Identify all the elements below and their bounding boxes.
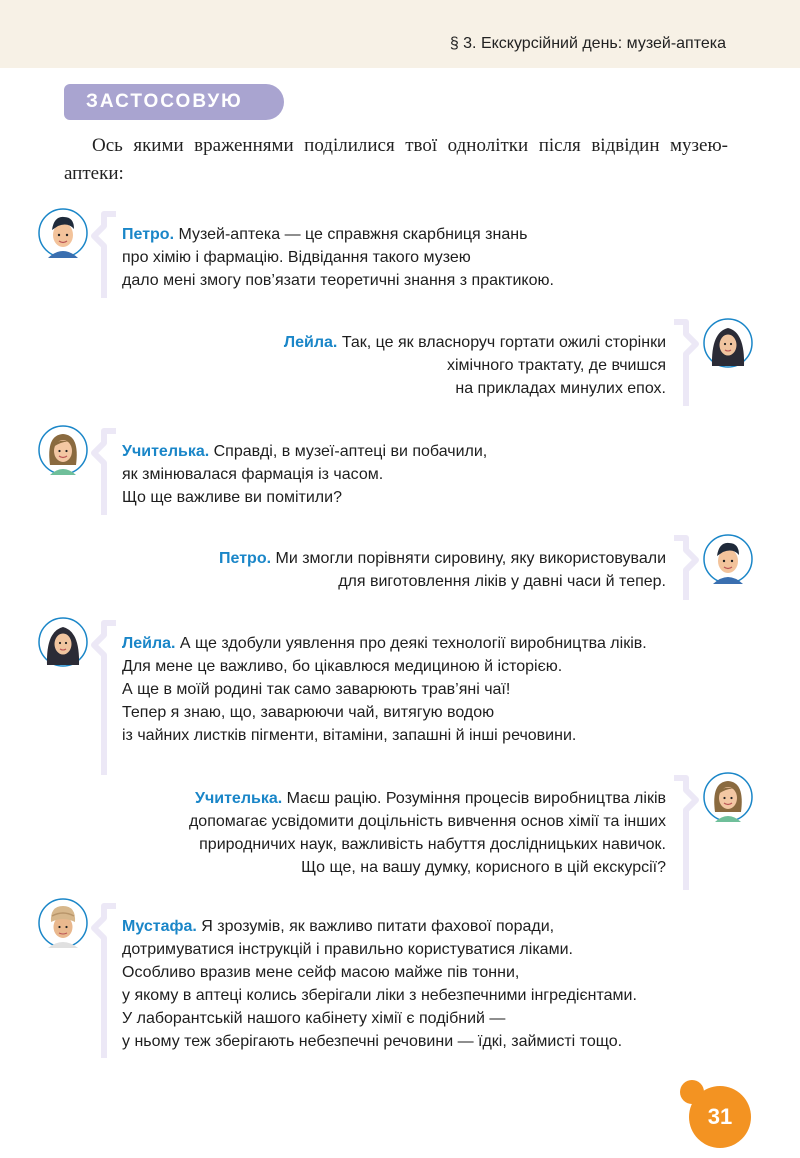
dialog-text: Що ще важливе ви помітили? bbox=[122, 489, 342, 506]
speech-bracket bbox=[670, 534, 700, 604]
dialog-text: як змінювалася фармація із часом. bbox=[122, 466, 384, 483]
speaker-name: Петро. bbox=[122, 226, 175, 243]
dialog-line bbox=[122, 486, 487, 509]
dialog-text: дотримуватися інструкцій і правильно користуватися ліками. bbox=[122, 941, 573, 958]
speech-bracket bbox=[670, 318, 700, 410]
dialog-text: хімічного трактату, де вчишся bbox=[446, 357, 666, 374]
dialog-line bbox=[284, 354, 666, 377]
speaker-name: Лейла. bbox=[122, 635, 176, 652]
dialog-text: Так, це як власноруч гортати ожилі сторінки bbox=[341, 334, 666, 351]
dialog-text: А ще в моїй родині так само заварюють трав’яні чаї! bbox=[122, 681, 511, 698]
girl-hijab-avatar bbox=[703, 318, 753, 368]
section-label: ЗАСТОСОВУЮ bbox=[86, 91, 243, 112]
boy-turban-avatar bbox=[38, 898, 88, 948]
speaker-name: Учителька. bbox=[122, 443, 210, 460]
dialog-line bbox=[122, 1030, 637, 1053]
dialog-text: Що ще, на вашу думку, корисного в цій екскурсії? bbox=[301, 859, 666, 876]
dialog-text: про хімію і фармацію. Відвідання такого музею bbox=[122, 249, 471, 266]
dialog-line bbox=[122, 1007, 637, 1030]
dialog-text: природничих наук, важливість набуття дослідницьких навичок. bbox=[199, 836, 666, 853]
dialog-teacher-1 bbox=[122, 440, 487, 509]
dialog-line bbox=[284, 331, 666, 354]
page-header-title: § 3. Екскурсійний день: музей-аптека bbox=[449, 35, 726, 52]
dialog-line bbox=[122, 223, 554, 246]
dialog-line bbox=[122, 724, 647, 747]
speech-bracket bbox=[90, 210, 120, 302]
dialog-line bbox=[189, 856, 666, 879]
boy-avatar bbox=[703, 534, 753, 584]
dialog-text: у ньому теж зберігають небезпечні речовини — їдкі, займисті тощо. bbox=[122, 1033, 623, 1050]
dialog-text: дало мені змогу пов’язати теоретичні знання з практикою. bbox=[122, 272, 554, 289]
dialog-text: на прикладах минулих епох. bbox=[455, 380, 666, 397]
dialog-line bbox=[122, 915, 637, 938]
dialog-line bbox=[284, 377, 666, 400]
dialog-text: із чайних листків пігменти, вітаміни, запашні й інші речовини. bbox=[122, 727, 577, 744]
dialog-text: Особливо вразив мене сейф масою майже пів тонни, bbox=[122, 964, 520, 981]
dialog-line bbox=[122, 440, 487, 463]
dialog-leila-1 bbox=[284, 331, 666, 400]
dialog-text: Я зрозумів, як важливо питати фахової поради, bbox=[201, 918, 555, 935]
dialog-line bbox=[189, 810, 666, 833]
dialog-line bbox=[189, 833, 666, 856]
dialog-line bbox=[189, 787, 666, 810]
dialog-text: у якому в аптеці колись зберігали ліки з небезпечними інгредієнтами. bbox=[122, 987, 637, 1004]
teacher-avatar bbox=[703, 772, 753, 822]
speech-bracket bbox=[90, 902, 120, 1062]
dialog-petro-2 bbox=[219, 547, 666, 593]
dialog-line bbox=[122, 984, 637, 1007]
dialog-line bbox=[122, 632, 647, 655]
girl-hijab-avatar bbox=[38, 617, 88, 667]
header-band bbox=[0, 0, 800, 68]
dialog-text: для виготовлення ліків у давні часи й тепер. bbox=[338, 573, 666, 590]
dialog-text: Справді, в музеї-аптеці ви побачили, bbox=[213, 443, 488, 460]
dialog-text: допомагає усвідомити доцільність вивчення основ хімії та інших bbox=[188, 813, 666, 830]
dialog-text: А ще здобули уявлення про деякі технології виробництва ліків. bbox=[179, 635, 647, 652]
dialog-line bbox=[219, 570, 666, 593]
dialog-line bbox=[219, 547, 666, 570]
speech-bracket bbox=[670, 774, 700, 894]
teacher-avatar bbox=[38, 425, 88, 475]
dialog-line bbox=[122, 463, 487, 486]
dialog-line bbox=[122, 246, 554, 269]
dialog-text: У лаборантській нашого кабінету хімії є подібний — bbox=[122, 1010, 506, 1027]
dialog-text: Тепер я знаю, що, заварюючи чай, витягую водою bbox=[122, 704, 495, 721]
dialog-line bbox=[122, 701, 647, 724]
boy-avatar bbox=[38, 208, 88, 258]
speaker-name: Петро. bbox=[219, 550, 272, 567]
dialog-text: Маєш рацію. Розуміння процесів виробництва ліків bbox=[286, 790, 666, 807]
dialog-text: Для мене це важливо, бо цікавлюся медициною й історією. bbox=[122, 658, 563, 675]
page-number: 31 bbox=[707, 1104, 733, 1129]
dialog-line bbox=[122, 961, 637, 984]
speech-bracket bbox=[90, 619, 120, 779]
intro-paragraph: Ось якими враженнями поділилися твої однолітки після відвідин музею-аптеки: bbox=[64, 135, 728, 184]
page-number-badge bbox=[689, 1086, 751, 1148]
speaker-name: Учителька. bbox=[195, 790, 283, 807]
dialog-teacher-2 bbox=[189, 787, 666, 879]
dialog-text: Музей-аптека — це справжня скарбниця знань bbox=[178, 226, 528, 243]
dialog-text: Ми змогли порівняти сировину, яку використовували bbox=[275, 550, 666, 567]
section-label-pill bbox=[64, 84, 284, 120]
dialog-line bbox=[122, 678, 647, 701]
dialog-mustafa bbox=[122, 915, 637, 1053]
dialog-line bbox=[122, 938, 637, 961]
dialog-leila-2 bbox=[122, 632, 647, 747]
dialog-line bbox=[122, 655, 647, 678]
speech-bracket bbox=[90, 427, 120, 519]
dialog-petro-1 bbox=[122, 223, 554, 292]
speaker-name: Мустафа. bbox=[122, 918, 197, 935]
speaker-name: Лейла. bbox=[283, 334, 338, 351]
dialog-line bbox=[122, 269, 554, 292]
